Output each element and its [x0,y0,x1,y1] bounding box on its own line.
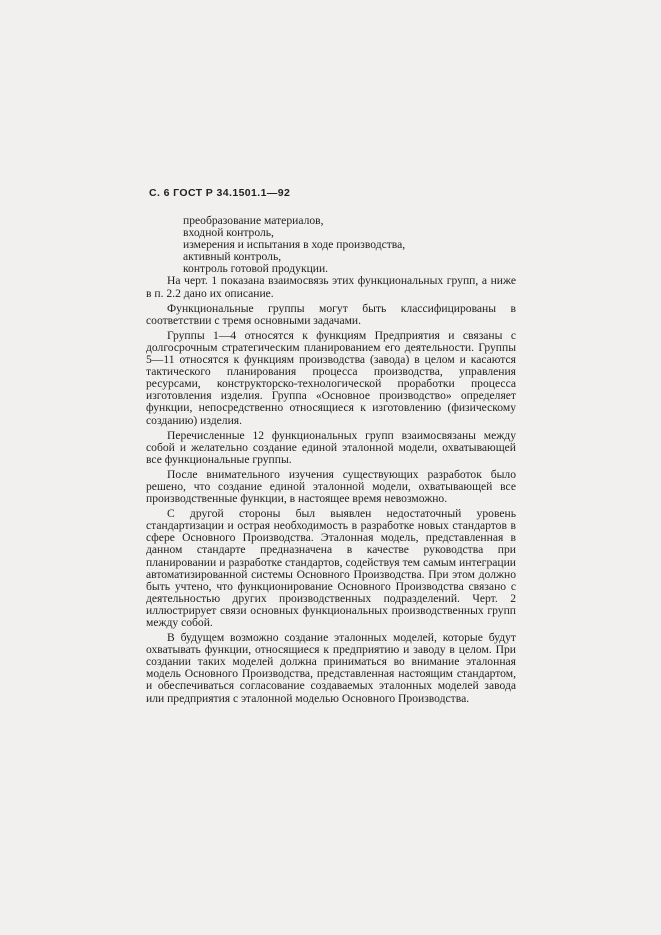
list-item: активный контроль, [183,250,282,264]
paragraph: Функциональные группы могут быть классифицированы в соответствии с тремя основными задачами. [146,301,516,327]
page-header: С. 6 ГОСТ Р 34.1501.1—92 [149,187,291,199]
paragraph: На черт. 1 показана взаимосвязь этих функциональных групп, а ниже в п. 2.2 дано их описание. [146,274,516,300]
list-item: преобразование материалов, [183,214,324,227]
process-list [183,215,516,275]
paragraph: Группы 1—4 относятся к функциям Предприятия и связаны с долгосрочным стратегическим планированием его деятельности. Группы 5—11 относятся к функциям производства (завода) в целом и касаются тактического планирования процесса производства, управления ресурсами, конструкторско-технологической проработки процесса изготовления изделия. Группа «Основное производство» определяет функции, непосредственно относящиеся к изготовлению (физическому созданию) изделия. [146,328,516,427]
paragraph: После внимательного изучения существующих разработок было решено, что создание единой эталонной модели, охватывающей все производственные функции, в настоящее время невозможно. [146,467,516,506]
paragraph: В будущем возможно создание эталонных моделей, которые будут охватывать функции, относящиеся к предприятию и заводу в целом. При создании таких моделей должна приниматься во внимание эталонная модель Основного Производства, представленная настоящим стандартом, и обеспечиваться согласование создаваемых эталонных моделей завода или предприятия с эталонной моделью Основного Производства. [146,631,516,705]
list-item: контроль готовой продукции. [183,262,329,276]
list-item: измерения и испытания в ходе производства, [183,238,406,252]
list-item: входной контроль, [183,226,274,240]
paragraph: С другой стороны был выявлен недостаточный уровень стандартизации и острая необходимость в разработке новых стандартов в сфере Основного Производства. Эталонная модель, представленная в данном стандарте предназначена в качестве руководства при планировании и разработке стандартов, содействуя тем самым интеграции автоматизированной системы Основного Производства. При этом должно быть учтено, что функционирование Основного Производства связано с деятельностью других производственных подразделений. Черт. 2 иллюстрирует связи основных функциональных производственных групп между собой. [146,507,516,629]
document-body [146,215,516,708]
paragraph: Перечисленные 12 функциональных групп взаимосвязаны между собой и желательно создание единой эталонной модели, охватывающей все функциональные группы. [146,428,516,466]
